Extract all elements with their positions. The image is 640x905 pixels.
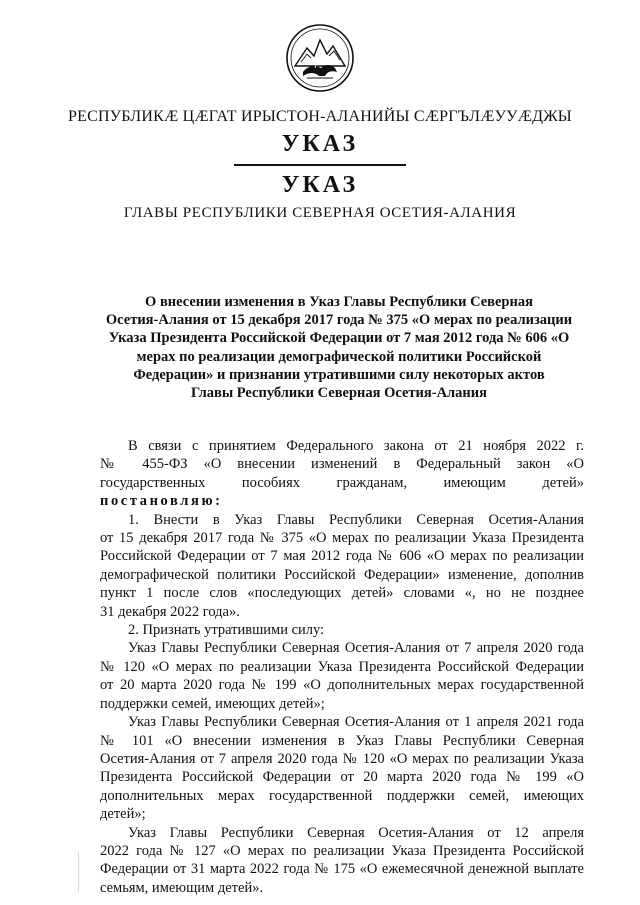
title-line: Федерации» и признании утратившими силу некоторых актов bbox=[133, 366, 545, 383]
body-line: демографической политики Российской Федерации» изменение, дополнив bbox=[100, 566, 584, 583]
body-line: Российской Федерации от 7 мая 2012 года № 606 «О мерах по реализации bbox=[100, 548, 584, 565]
body-line: от 20 марта 2020 года № 199 «О дополнительных мерах государственной bbox=[100, 677, 584, 694]
body-line: Президента Российской Федерации от 20 марта 2020 года № 199 «О bbox=[100, 769, 584, 786]
body-line: № 120 «О мерах по реализации Указа Президента Российской Федерации bbox=[100, 658, 584, 675]
body-line: Указ Главы Республики Северная Осетия-Алания от 7 апреля 2020 года bbox=[128, 640, 584, 657]
body-line: Федерации от 31 марта 2022 года № 175 «О ежемесячной денежной выплате bbox=[100, 861, 584, 878]
body-line: 2. Признать утратившими силу: bbox=[128, 622, 325, 639]
document-body bbox=[100, 437, 584, 897]
body-line: Указ Главы Республики Северная Осетия-Алания от 1 апреля 2021 года bbox=[128, 714, 584, 731]
body-line-postanovlyayu: постановляю: bbox=[100, 493, 223, 510]
title-line: Осетия-Алания от 15 декабря 2017 года № 375 «О мерах по реализации bbox=[105, 312, 573, 329]
body-line: № 455-ФЗ «О внесении изменений в Федеральный закон «О bbox=[100, 456, 584, 473]
title-line: мерах по реализации демографической политики Российской bbox=[136, 348, 542, 365]
decree-title-russian: УКАЗ bbox=[281, 172, 359, 198]
body-line: Указ Главы Республики Северная Осетия-Алания от 12 апреля bbox=[128, 824, 584, 841]
body-line: № 101 «О внесении изменения в Указ Главы Республики Северная bbox=[100, 732, 584, 749]
title-line: Главы Республики Северная Осетия-Алания bbox=[191, 385, 487, 402]
body-line: пункт 1 после слов «последующих детей» словами «, но не позднее bbox=[100, 585, 584, 602]
body-line: детей»; bbox=[100, 806, 146, 823]
title-line: Указа Президента Российской Федерации от 7 мая 2012 года № 606 «О bbox=[108, 330, 570, 347]
header-divider bbox=[234, 164, 406, 166]
body-line: 31 декабря 2022 года». bbox=[100, 603, 240, 620]
body-line: 1. Внести в Указ Главы Республики Северная Осетия-Алания bbox=[128, 511, 584, 528]
decree-title-ossetian: УКАЗ bbox=[281, 131, 359, 157]
document-title bbox=[100, 293, 578, 402]
scan-margin-line bbox=[78, 852, 79, 892]
header-russian: ГЛАВЫ РЕСПУБЛИКИ СЕВЕРНАЯ ОСЕТИЯ-АЛАНИЯ bbox=[123, 205, 517, 221]
coat-of-arms-emblem bbox=[285, 22, 355, 94]
body-line: от 15 декабря 2017 года № 375 «О мерах по реализации Указа Президента bbox=[100, 530, 584, 547]
body-line: поддержки семей, имеющих детей»; bbox=[100, 695, 325, 712]
body-line: Осетия-Алания от 7 апреля 2020 года № 120 «О мерах по реализации Указа bbox=[100, 750, 584, 767]
header-ossetian: РЕСПУБЛИКӔ ЦӔГАТ ИРЫСТОН-АЛАНИЙЫ СӔРГЪЛӔУУӔДЖЫ bbox=[68, 108, 572, 125]
body-line: дополнительных мерах государственной поддержки семей, имеющих bbox=[100, 787, 584, 804]
body-line: 2022 года № 127 «О мерах по реализации Указа Президента Российской bbox=[100, 842, 584, 859]
body-line: государственных пособиях гражданам, имеющим детей» bbox=[100, 474, 584, 491]
body-line: В связи с принятием Федерального закона от 21 ноября 2022 г. bbox=[128, 438, 584, 454]
title-line: О внесении изменения в Указ Главы Республики Северная bbox=[145, 294, 533, 310]
body-line: семьям, имеющим детей». bbox=[100, 879, 264, 896]
